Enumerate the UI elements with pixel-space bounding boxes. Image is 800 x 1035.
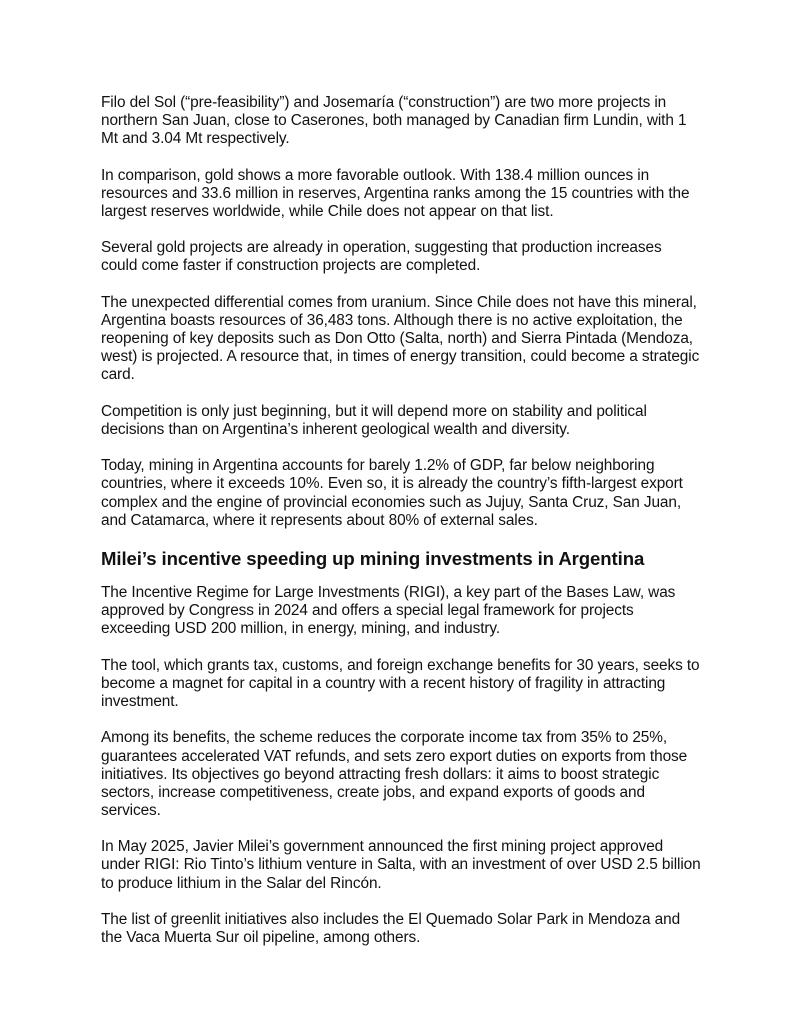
paragraph-rigi: The Incentive Regime for Large Investments (RIGI), a key part of the Bases Law, was approved by Congress in 2024 and offers a special legal framework for projects exceeding USD 200 million, in energy, mining, and industry. [101, 584, 676, 638]
document-page [101, 94, 701, 966]
paragraph-filo-del-sol: Filo del Sol (“pre-feasibility”) and Josemaría (“construction”) are two more projects in northern San Juan, close to Caserones, both managed by Canadian firm Lundin, with 1 Mt and 3.04 Mt respectively. [101, 94, 687, 148]
section-heading: Milei’s incentive speeding up mining investments in Argentina [101, 548, 645, 570]
paragraph-tool-benefits: The tool, which grants tax, customs, and foreign exchange benefits for 30 years, seeks to become a magnet for capital in a country with a recent history of fragility in attracting investment. [101, 656, 700, 710]
paragraph-gold-outlook: In comparison, gold shows a more favorable outlook. With 138.4 million ounces in resources and 33.6 million in reserves, Argentina ranks among the 15 countries with the largest reserves worldwide, while Chile does not appear on that list. [101, 166, 690, 220]
paragraph-mining-gdp: Today, mining in Argentina accounts for barely 1.2% of GDP, far below neighboring countries, where it exceeds 10%. Even so, it is already the country’s fifth-largest export complex and the engine of provincial economies such as Jujuy, Santa Cruz, San Juan, and Catamarca, where it represents about 80% of external sales. [101, 457, 683, 529]
paragraph-greenlit-list: The list of greenlit initiatives also includes the El Quemado Solar Park in Mendoza and the Vaca Muerta Sur oil pipeline, among others. [101, 911, 681, 947]
paragraph-scheme-benefits: Among its benefits, the scheme reduces the corporate income tax from 35% to 25%, guarantees accelerated VAT refunds, and sets zero export duties on exports from those initiatives. Its objectives go beyond attracting fresh dollars: it aims to boost strategic sectors, increase competitiveness, create jobs, and expand exports of goods and services. [101, 729, 688, 819]
paragraph-rio-tinto: In May 2025, Javier Milei’s government announced the first mining project approved under RIGI: Rio Tinto’s lithium venture in Salta, with an investment of over USD 2.5 billion to produce lithium in the Salar del Rincón. [101, 838, 701, 892]
paragraph-competition: Competition is only just beginning, but it will depend more on stability and political decisions than on Argentina’s inherent geological wealth and diversity. [101, 402, 647, 438]
paragraph-uranium: The unexpected differential comes from uranium. Since Chile does not have this mineral, Argentina boasts resources of 36,483 tons. Although there is no active exploitation, the reopening of key deposits such as Don Otto (Salta, north) and Sierra Pintada (Mendoza, west) is projected. A resource that, in times of energy transition, could become a strategic card. [101, 293, 700, 384]
paragraph-gold-projects: Several gold projects are already in operation, suggesting that production increases could come faster if construction projects are completed. [101, 239, 662, 275]
